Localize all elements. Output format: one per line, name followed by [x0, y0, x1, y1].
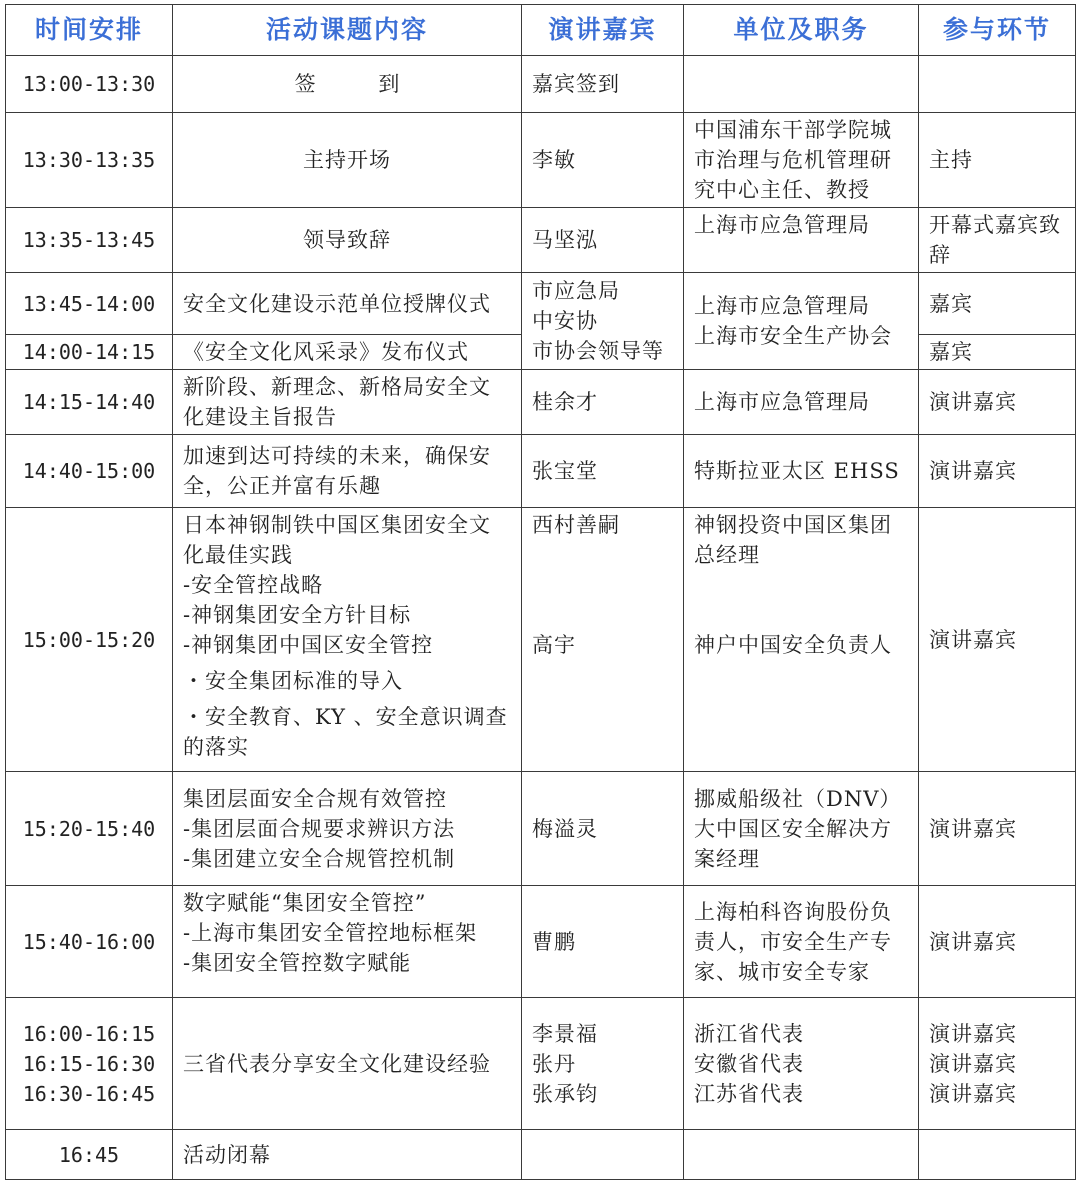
role-cell: 开幕式嘉宾致辞: [919, 208, 1076, 273]
org-cell: [684, 772, 919, 886]
org-line: 浙江省代表: [694, 1021, 804, 1046]
speaker-cell: 马坚泓: [522, 208, 684, 273]
role-cell: [919, 56, 1076, 113]
org-cell: [684, 56, 919, 113]
org-line: 神户中国安全负责人: [694, 633, 892, 657]
topic-cell: [173, 508, 522, 772]
role-line: 演讲嘉宾: [929, 1021, 1017, 1046]
topic-line: -上海市集团安全管控地标框架: [183, 921, 478, 945]
org-cell: [684, 273, 919, 370]
topic-line: -安全管控战略: [183, 573, 324, 597]
table-row: [6, 208, 1076, 273]
time-line: 16:30-16:45: [22, 1081, 156, 1106]
topic-cell: 《安全文化风采录》发布仪式: [173, 335, 522, 370]
table-row: [6, 886, 1076, 998]
topic-cell: 三省代表分享安全文化建设经验: [173, 998, 522, 1130]
role-cell: 嘉宾: [919, 335, 1076, 370]
topic-cell: 主持开场: [173, 113, 522, 208]
topic-cell: 活动闭幕: [173, 1130, 522, 1180]
speaker-cell: [522, 998, 684, 1130]
time-cell: 14:15-14:40: [6, 370, 173, 435]
speaker-line: 西村善嗣: [532, 513, 620, 537]
speaker-cell: 李敏: [522, 113, 684, 208]
time-cell: [6, 998, 173, 1130]
table-row: [6, 772, 1076, 886]
role-cell: 演讲嘉宾: [919, 508, 1076, 772]
topic-cell: 加速到达可持续的未来，确保安全，公正并富有乐趣: [173, 435, 522, 508]
org-line: 挪威船级社（DNV）: [694, 786, 902, 811]
speaker-line: 张承钧: [532, 1081, 598, 1106]
header-org: 单位及职务: [684, 5, 919, 56]
topic-cell: [173, 772, 522, 886]
time-cell: 14:00-14:15: [6, 335, 173, 370]
topic-cell: 新阶段、新理念、新格局安全文化建设主旨报告: [173, 370, 522, 435]
speaker-line: 中安协: [532, 309, 598, 333]
time-line: 16:00-16:15: [22, 1021, 156, 1046]
role-cell: 嘉宾: [919, 273, 1076, 335]
table-row: [6, 1130, 1076, 1180]
header-row: [6, 5, 1076, 56]
speaker-cell: 张宝堂: [522, 435, 684, 508]
time-cell: 13:35-13:45: [6, 208, 173, 273]
speaker-cell: 梅溢灵: [522, 772, 684, 886]
org-cell: [684, 508, 919, 772]
speaker-line: 李景福: [532, 1021, 598, 1046]
header-role: 参与环节: [919, 5, 1076, 56]
role-line: 演讲嘉宾: [929, 1081, 1017, 1106]
org-cell: 上海柏科咨询股份负责人，市安全生产专家、城市安全专家: [684, 886, 919, 998]
speaker-cell: 桂余才: [522, 370, 684, 435]
table-row: [6, 370, 1076, 435]
topic-line: -神钢集团安全方针目标: [183, 603, 412, 627]
table-row: [6, 435, 1076, 508]
speaker-line: 市应急局: [532, 279, 620, 303]
table-row: [6, 508, 1076, 772]
topic-cell: [173, 886, 522, 998]
speaker-cell: 曹鹏: [522, 886, 684, 998]
topic-cell: 安全文化建设示范单位授牌仪式: [173, 273, 522, 335]
time-cell: 15:40-16:00: [6, 886, 173, 998]
org-cell: 特斯拉亚太区 EHSS: [684, 435, 919, 508]
topic-line: -集团建立安全合规管控机制: [183, 846, 456, 871]
time-cell: 13:00-13:30: [6, 56, 173, 113]
org-line: 神钢投资中国区集团总经理: [694, 513, 892, 567]
table-row: [6, 998, 1076, 1130]
speaker-line: 高宇: [532, 633, 576, 657]
org-line: 上海市应急管理局: [694, 294, 870, 318]
role-cell: 演讲嘉宾: [919, 370, 1076, 435]
role-cell: 演讲嘉宾: [919, 886, 1076, 998]
speaker-cell: [522, 508, 684, 772]
org-cell: [684, 1130, 919, 1180]
header-topic: 活动课题内容: [173, 5, 522, 56]
time-cell: 13:45-14:00: [6, 273, 173, 335]
topic-line: 集团层面安全合规有效管控: [183, 786, 447, 811]
time-cell: 13:30-13:35: [6, 113, 173, 208]
role-line: 演讲嘉宾: [929, 1051, 1017, 1076]
header-speaker: 演讲嘉宾: [522, 5, 684, 56]
speaker-line: 张丹: [532, 1051, 576, 1076]
topic-cell: 领导致辞: [173, 208, 522, 273]
topic-line: ・安全集团标准的导入: [183, 669, 403, 693]
role-cell: 演讲嘉宾: [919, 435, 1076, 508]
role-cell: [919, 998, 1076, 1130]
time-cell: 15:00-15:20: [6, 508, 173, 772]
role-cell: 演讲嘉宾: [919, 772, 1076, 886]
org-cell: 上海市应急管理局: [684, 370, 919, 435]
topic-line: 数字赋能“集团安全管控”: [183, 891, 427, 915]
role-cell: 主持: [919, 113, 1076, 208]
topic-line: -神钢集团中国区安全管控: [183, 633, 434, 657]
topic-line: -集团安全管控数字赋能: [183, 951, 412, 975]
topic-cell: 签 到: [173, 56, 522, 113]
speaker-line: 市协会领导等: [532, 339, 664, 363]
org-line: 江苏省代表: [694, 1081, 804, 1106]
org-cell: [684, 998, 919, 1130]
time-cell: 16:45: [6, 1130, 173, 1180]
org-line: 上海市安全生产协会: [694, 324, 892, 348]
org-line: 安徽省代表: [694, 1051, 804, 1076]
speaker-cell: [522, 273, 684, 370]
table-row: [6, 273, 1076, 335]
speaker-cell: 嘉宾签到: [522, 56, 684, 113]
org-cell: 上海市应急管理局: [684, 208, 919, 273]
table-row: [6, 56, 1076, 113]
time-cell: 15:20-15:40: [6, 772, 173, 886]
topic-line: 日本神钢制铁中国区集团安全文化最佳实践: [183, 513, 491, 567]
topic-line: -集团层面合规要求辨识方法: [183, 816, 456, 841]
header-time: 时间安排: [6, 5, 173, 56]
time-cell: 14:40-15:00: [6, 435, 173, 508]
org-cell: 中国浦东干部学院城市治理与危机管理研究中心主任、教授: [684, 113, 919, 208]
speaker-cell: [522, 1130, 684, 1180]
time-line: 16:15-16:30: [22, 1051, 156, 1076]
role-cell: [919, 1130, 1076, 1180]
schedule-table: [5, 4, 1076, 1180]
table-row: [6, 113, 1076, 208]
topic-line: ・安全教育、KY 、安全意识调查的落实: [183, 705, 508, 759]
org-line: 大中国区安全解决方案经理: [694, 816, 892, 871]
